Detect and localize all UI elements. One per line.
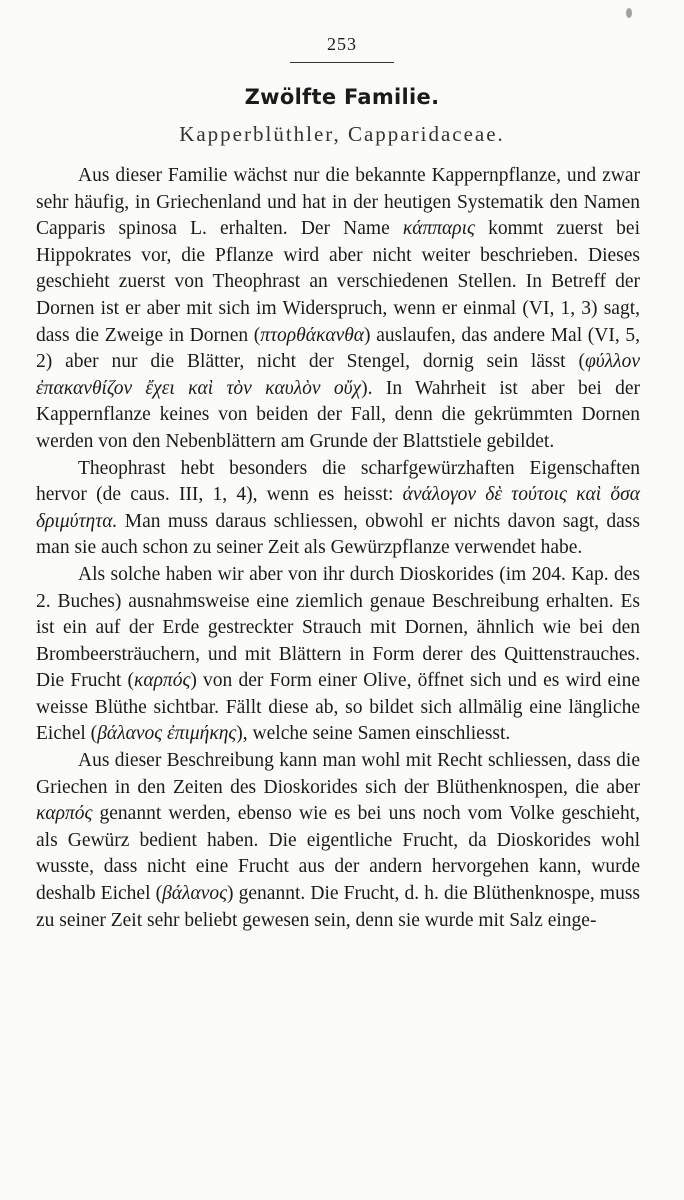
paragraph-text: ), welche seine Samen einschliesst. <box>236 723 511 745</box>
greek-term: καρπός <box>133 670 191 692</box>
chapter-title: Zwölfte Familie. <box>244 85 440 109</box>
body-text <box>36 163 640 934</box>
greek-term: καρπός <box>36 803 93 825</box>
paragraph-text: Aus dieser Familie wächst nur die bekannte Kappernpflanze, und zwar sehr häufig, in Griechenland und hat in der heutigen Systematik den Namen Capparis spinosa L. erhalten. Der Name <box>36 165 640 240</box>
paragraph-text: Aus dieser Beschreibung kann man wohl mit Recht schliessen, dass die Griechen in den Zeiten des Dioskorides sich der Blüthenknospen, die aber <box>36 750 640 798</box>
chapter-subtitle: Kapperblüthler, Capparidaceae. <box>179 122 505 146</box>
greek-term: φύλλον ἐπακανθίζον ἔχει καὶ τὸν καυλὸν οὔχ <box>36 351 640 399</box>
paragraph <box>36 456 640 562</box>
greek-term: ἀνάλογον δὲ τούτοις καὶ ὅσα δριμύτητα. <box>36 484 640 532</box>
paragraph-text: ) genannt. Die Frucht, d. h. die Blüthenknospe, muss zu seiner Zeit sehr beliebt gewesen sein, denn sie wurde mit Salz einge- <box>36 883 640 931</box>
greek-term: βάλανος ἐπιμήκης <box>97 723 237 745</box>
paragraph-text: Als solche haben wir aber von ihr durch Dioskorides (im 204. Kap. des 2. Buches) ausnahmsweise eine ziemlich genaue Beschreibung erhalten. Es ist ein auf der Erde gestreckter Strauch mit Dornen, ähnlich wie bei den Brombeersträuchern, und mit Blättern in Form derer des Quittenstrauches. Die Frucht ( <box>36 563 640 692</box>
page-number: 253 <box>327 34 357 54</box>
paragraph-text: Man muss daraus schliessen, obwohl er nichts davon sagt, dass man sie auch schon zu seiner Zeit als Gewürzpflanze verwendet habe. <box>36 510 640 559</box>
paragraph-text: kommt zuerst bei Hippokrates vor, die Pflanze wird aber nicht weiter beschrieben. Dieses geschieht zuerst von Theophrast an verschiedenen Stellen. In Betreff der Dornen ist er aber mit sich im Widerspruch, wenn er einmal (VI, 1, 3) sagt, dass die Zweige in Dornen ( <box>36 218 640 346</box>
greek-term: κάππαρις <box>402 218 475 240</box>
paragraph <box>36 748 640 934</box>
greek-term: βάλανος <box>162 883 228 905</box>
paragraph-text: genannt werden, ebenso wie es bei uns noch vom Volke geschieht, als Gewürz bedient haben. Die eigentliche Frucht, da Dioskorides wohl wusste, dass nicht eine Frucht aus der andern hervorgehen kann, wurde deshalb Eichel ( <box>36 803 640 905</box>
greek-term: πτορθάκανθα <box>260 324 365 346</box>
paragraph-text: ) von der Form einer Olive, öffnet sich und es wird eine weisse Blüthe sichtbar. Fällt diese ab, so bildet sich allmälig eine längliche Eichel ( <box>36 670 640 745</box>
paragraph <box>36 562 640 748</box>
page-number-rule <box>290 62 394 63</box>
paragraph-text: Theophrast hebt besonders die scharfgewürzhaften Eigenschaften hervor (de caus. III, 1, 4), wenn es heisst: <box>36 457 640 506</box>
paragraph-text: ) auslaufen, das andere Mal (VI, 5, 2) aber nur die Blätter, nicht der Stengel, dornig sein lässt ( <box>36 324 640 373</box>
ink-blot <box>626 8 632 18</box>
paragraph-text: ). In Wahrheit ist aber bei der Kappernflanze keines von beiden der Fall, denn die gekrümmten Dornen werden von den Nebenblättern am Grunde der Blattstiele gebildet. <box>36 377 640 452</box>
paragraph <box>36 163 640 456</box>
